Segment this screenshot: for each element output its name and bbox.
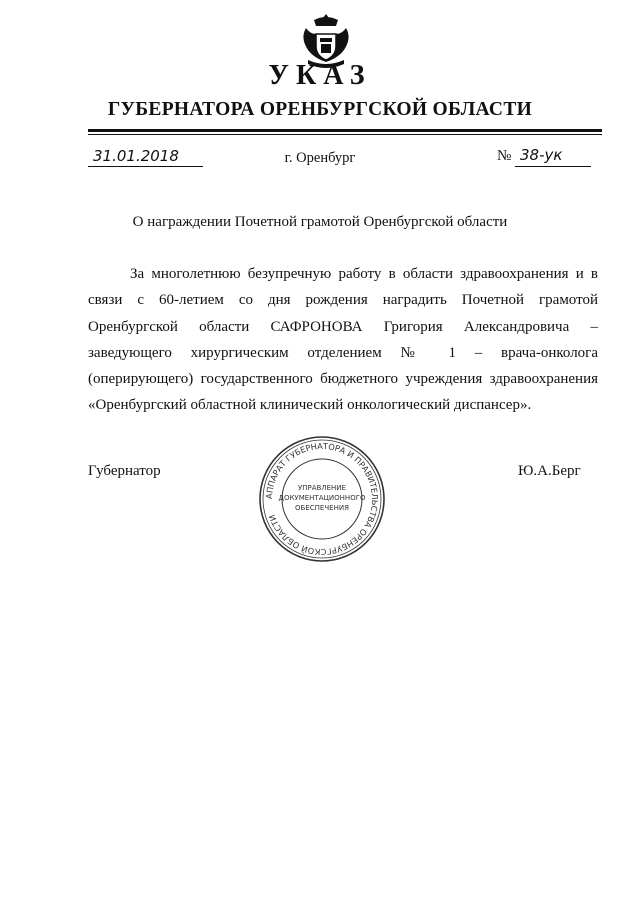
number-underline [515,166,591,167]
signer-position: Губернатор [88,463,161,479]
document-title: УКАЗ [268,60,372,91]
body-line: За многолетнюю безупречную работу в области здравоохранения и в [130,266,598,282]
seal-ring-text: АППАРАТ ГУБЕРНАТОРА И ПРАВИТЕЛЬСТВА ОРЕНБУРГСКОЙ ОБЛАСТИ [263,440,381,558]
document-heading: О награждении Почетной грамотой Оренбургской области [132,214,508,230]
header-rule-thin [88,134,602,135]
seal-center-line: ОБЕСПЕЧЕНИЯ [295,504,349,512]
document-number: 38-ук [520,146,563,164]
document-date: 31.01.2018 [93,147,179,165]
document-subtitle: ГУБЕРНАТОРА ОРЕНБУРГСКОЙ ОБЛАСТИ [107,99,533,120]
body-line: связи с 60-летием со дня рождения наградить Почетной грамотой [88,292,598,308]
number-label: № [497,148,512,164]
header-rule-thick [88,129,602,132]
official-seal [257,434,387,564]
body-line: заведующего хирургическим отделением № 1 – врача-онколога [88,345,598,361]
body-line: (оперирующего) государственного бюджетного учреждения здравоохранения [88,371,598,387]
signer-name: Ю.А.Берг [518,463,581,479]
seal-center-line: УПРАВЛЕНИЕ [298,484,346,492]
document-city: г. Оренбург [284,150,356,166]
body-line: «Оренбургский областной клинический онкологический диспансер». [88,397,532,413]
body-line: Оренбургской области САФРОНОВА Григория Александровича – [88,319,598,335]
seal-center-line: ДОКУМЕНТАЦИОННОГО [278,494,366,502]
